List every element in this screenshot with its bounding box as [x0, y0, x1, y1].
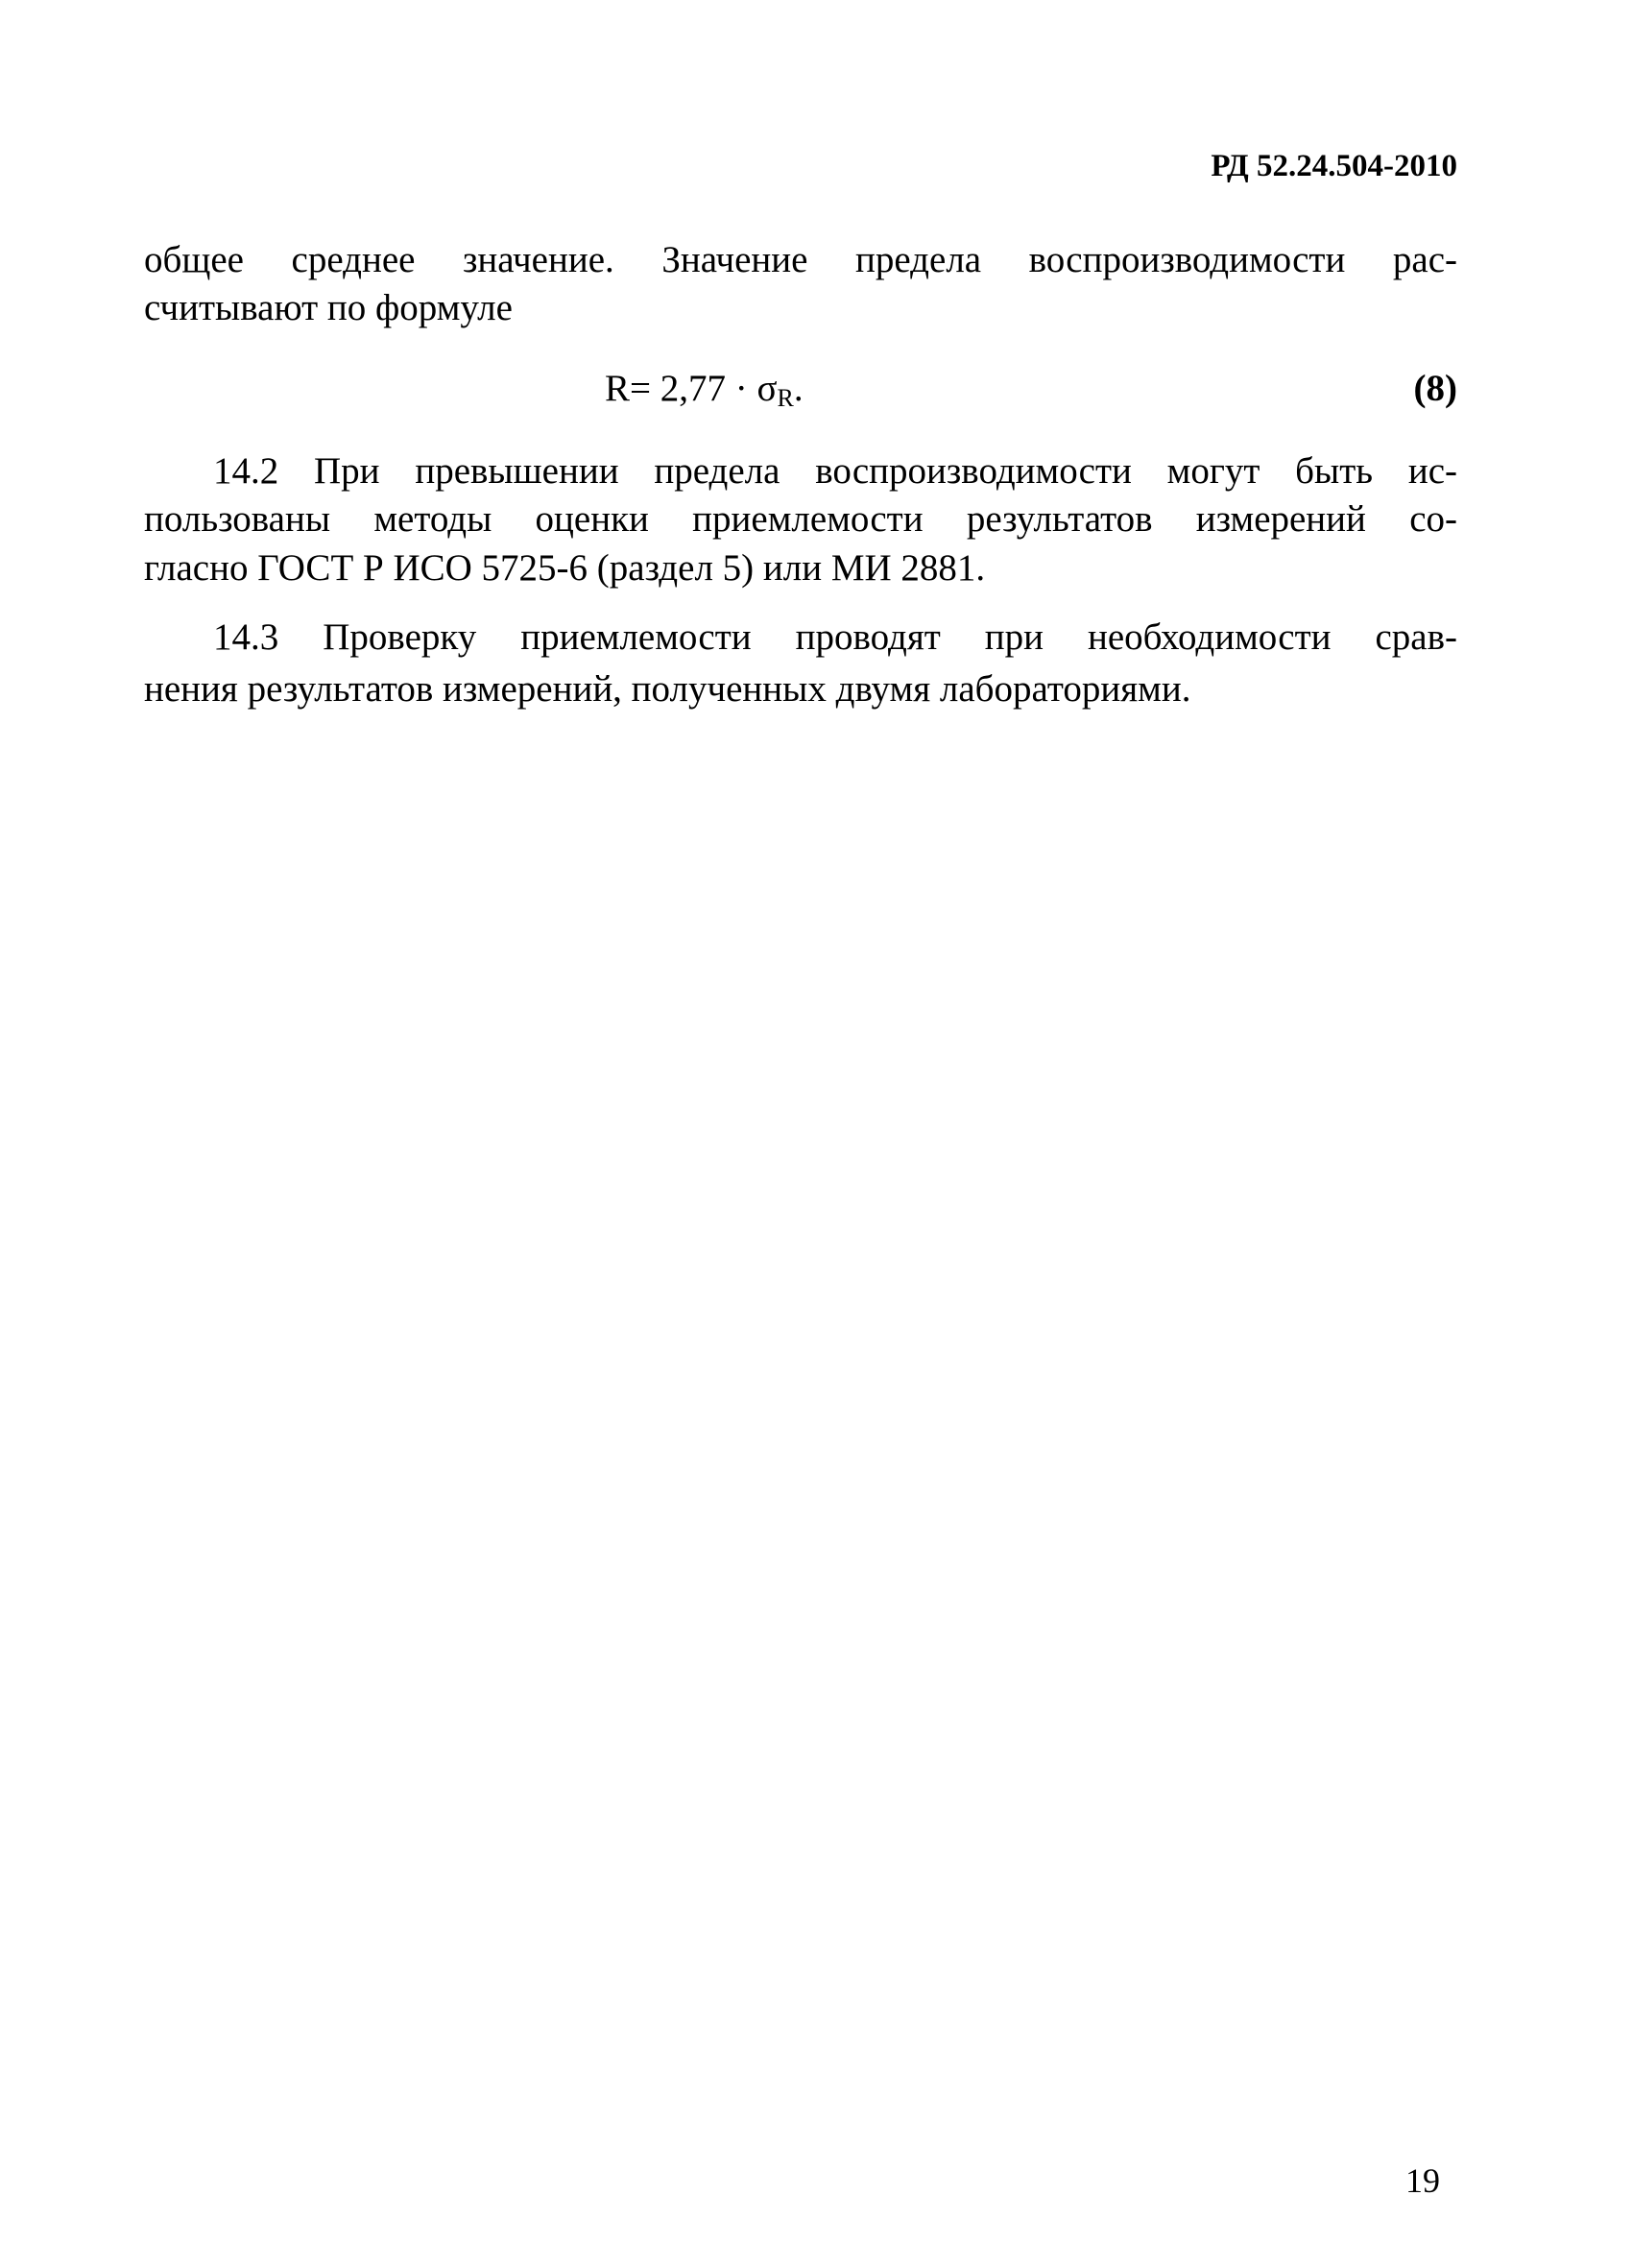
formula-number: (8)	[1413, 368, 1457, 409]
formula-body: R= 2,77 · σ	[605, 368, 778, 409]
formula-subscript: R	[777, 384, 794, 412]
paragraph-line: 14.2 При превышении предела воспроизводимости могут быть ис-	[213, 450, 1457, 492]
paragraph-line: нения результатов измерений, полученных двумя лабораториями.	[144, 668, 1191, 710]
document-code-header: РД 52.24.504-2010	[1211, 149, 1457, 183]
paragraph-line: 14.3 Проверку приемлемости проводят при необходимости срав-	[213, 616, 1457, 658]
paragraph-line: пользованы методы оценки приемлемости результатов измерений со-	[144, 498, 1457, 540]
page-number: 19	[1405, 2161, 1440, 2200]
paragraph-line: гласно ГОСТ Р ИСО 5725-6 (раздел 5) или МИ 2881.	[144, 547, 986, 589]
formula-expression	[605, 365, 804, 422]
paragraph-line: считывают по формуле	[144, 287, 513, 328]
formula-tail: .	[793, 368, 804, 409]
paragraph-line: общее среднее значение. Значение предела воспроизводимости рас-	[144, 239, 1457, 280]
